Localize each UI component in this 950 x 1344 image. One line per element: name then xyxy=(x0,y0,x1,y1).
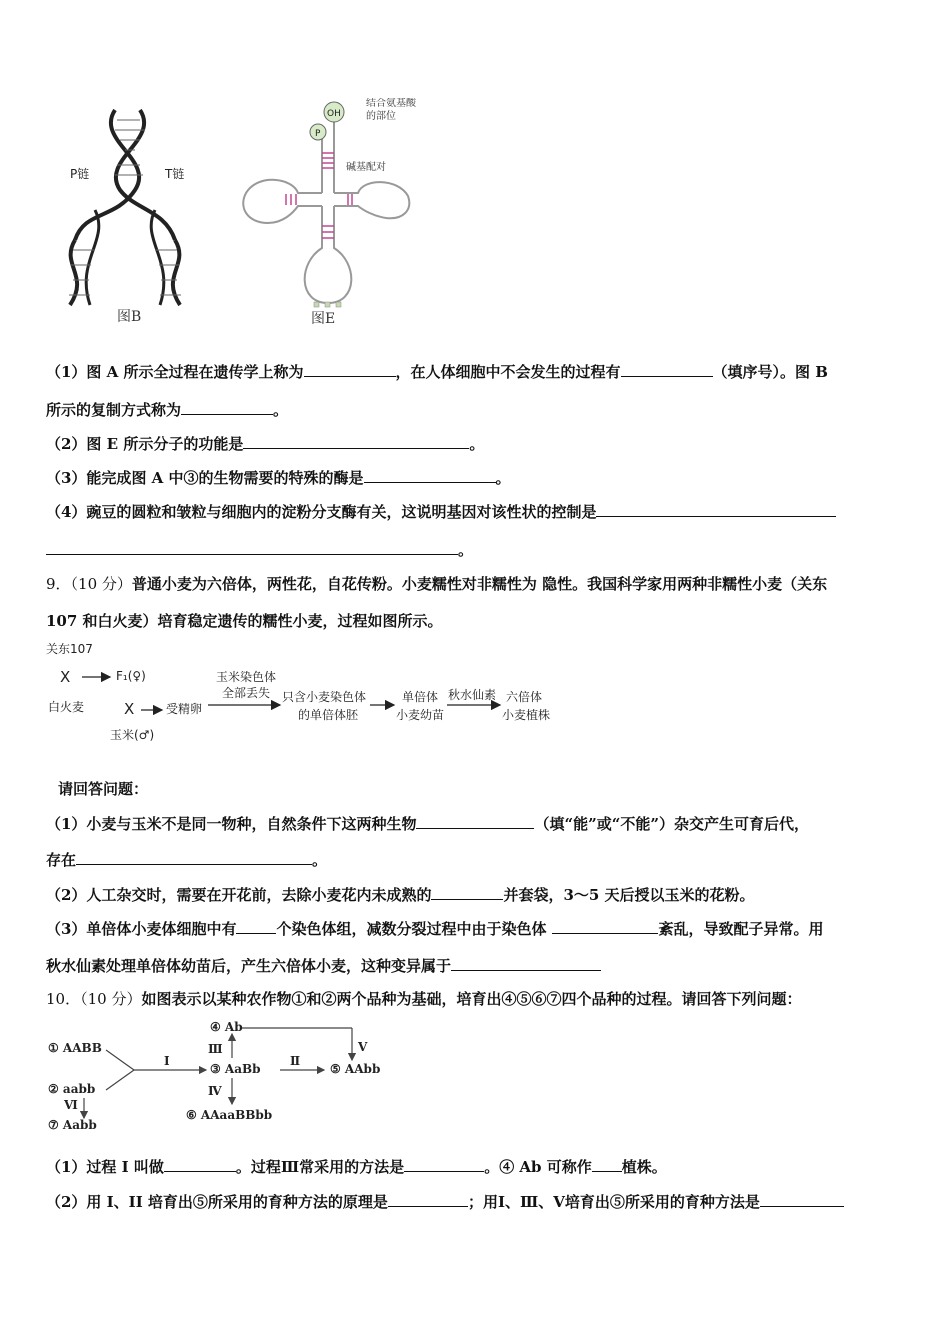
q8-p2b: 。 xyxy=(469,435,485,453)
q10-blank-1[interactable] xyxy=(164,1155,236,1172)
flow-guandong: 关东107 xyxy=(46,642,93,656)
step-3: Ⅲ xyxy=(208,1042,223,1056)
q10-p1c: 。④ Ab 可称作 xyxy=(484,1158,592,1176)
q9-p2a: （2）人工杂交时，需要在开花前，去除小麦花内未成熟的 xyxy=(46,886,432,904)
step-6: Ⅵ xyxy=(64,1098,78,1112)
q8-part4-line1 xyxy=(46,500,910,523)
q8-part1-line2 xyxy=(46,398,910,421)
q9-blank-6[interactable] xyxy=(451,954,601,971)
figure-b-caption: 图B xyxy=(117,309,142,325)
q9-p3c: 紊乱，导致配子异常。用 xyxy=(658,920,824,938)
p-label: P xyxy=(315,129,321,139)
p-chain-label: P链 xyxy=(70,167,90,181)
q9-part3-line1 xyxy=(46,917,910,940)
q9-blank-2[interactable] xyxy=(76,848,312,865)
q8-p1d: 所示的复制方式称为 xyxy=(46,401,182,419)
q10-part2 xyxy=(46,1190,910,1213)
flow-step1-a: 玉米染色体 xyxy=(216,670,277,684)
q9-ask-text: 请回答问题： xyxy=(58,780,149,798)
q8-p4a: （4）豌豆的圆粒和皱粒与细胞内的淀粉分支酶有关，这说明基因对该性状的控制是 xyxy=(46,503,597,521)
flow-cross-2: X xyxy=(124,700,135,718)
q9-intro-2: 107 和白火麦）培育稳定遗传的糯性小麦，过程如图所示。 xyxy=(46,612,443,630)
q8-part1-line1 xyxy=(46,360,910,383)
amino-site-label-2: 的部位 xyxy=(366,111,396,122)
q8-p3b: 。 xyxy=(495,469,511,487)
flow-fertilized: 受精卵 xyxy=(166,702,203,716)
q9-intro-line2 xyxy=(46,610,910,632)
q9-part3-line2 xyxy=(46,954,910,977)
q10-p1d: 植株。 xyxy=(621,1158,667,1176)
q9-part1-line1 xyxy=(46,812,910,835)
flow-seedling-b: 小麦幼苗 xyxy=(396,708,445,722)
q9-intro-1: 普通小麦为六倍体，两性花，自花传粉。小麦糯性对非糯性为 隐性。我国科学家用两种非糯性小麦（关东 xyxy=(131,575,828,593)
q8-p2a: （2）图 E 所示分子的功能是 xyxy=(46,435,244,453)
q8-blank-3[interactable] xyxy=(181,398,273,415)
q10-intro xyxy=(46,988,910,1010)
q9-p3d: 秋水仙素处理单倍体幼苗后，产生六倍体小麦，这种变异属于 xyxy=(46,957,452,975)
q8-blank-1[interactable] xyxy=(304,360,396,377)
step-5: Ⅴ xyxy=(358,1040,368,1054)
flow-cross-1: X xyxy=(60,668,71,686)
q8-p1a: （1）图 A 所示全过程在遗传学上称为 xyxy=(46,363,304,381)
q9-intro-line1 xyxy=(46,573,910,595)
base-pair-label: 碱基配对 xyxy=(346,162,386,173)
q8-part3 xyxy=(46,466,910,489)
flow-embryo-b: 的单倍体胚 xyxy=(298,708,359,722)
amino-site-label-1: 结合氨基酸 xyxy=(366,98,416,109)
q9-p1c: 存在 xyxy=(46,851,77,869)
q9-p2b: 并套袋，3～5 天后授以玉米的花粉。 xyxy=(503,886,755,904)
q10-p2a: （2）用 I、II 培育出⑤所采用的育种方法的原理是 xyxy=(46,1193,388,1211)
q9-blank-4[interactable] xyxy=(236,917,276,934)
q8-part4-line2 xyxy=(46,538,910,561)
q9-blank-1[interactable] xyxy=(416,812,534,829)
dna-helix-diagram xyxy=(55,100,205,315)
figure-e xyxy=(238,98,438,333)
q10-blank-2[interactable] xyxy=(404,1155,484,1172)
q9-p1d: 。 xyxy=(312,851,328,869)
q8-blank-5[interactable] xyxy=(364,466,496,483)
flow-f1: F₁(♀) xyxy=(116,669,146,683)
flow-step1-b: 全部丢失 xyxy=(222,686,271,700)
oh-label: OH xyxy=(327,109,341,119)
q8-part2 xyxy=(46,432,910,455)
q8-blank-7[interactable] xyxy=(46,538,458,555)
q8-blank-6[interactable] xyxy=(596,500,836,517)
q9-part2 xyxy=(46,883,910,906)
node-7: ⑦ Aabb xyxy=(48,1118,97,1132)
flow-corn: 玉米(♂) xyxy=(110,728,155,742)
q10-number: 10．（10 分） xyxy=(46,990,142,1008)
node-6: ⑥ AAaaBBbb xyxy=(186,1108,273,1122)
node-1: ① AABB xyxy=(48,1041,102,1055)
node-2: ② aabb xyxy=(48,1082,96,1096)
step-2: Ⅱ xyxy=(290,1054,301,1068)
q9-flow-diagram xyxy=(44,640,564,750)
q9-p3b: 个染色体组，减数分裂过程中由于染色体 xyxy=(276,920,547,938)
q9-number: 9．（10 分） xyxy=(46,575,132,593)
q10-breeding-diagram xyxy=(46,1018,406,1136)
q10-p1a: （1）过程 I 叫做 xyxy=(46,1158,164,1176)
node-3: ③ AaBb xyxy=(210,1062,261,1076)
flow-seedling-a: 单倍体 xyxy=(402,690,439,704)
q9-p1a: （1）小麦与玉米不是同一物种，自然条件下这两种生物 xyxy=(46,815,417,833)
t-chain-label: T链 xyxy=(165,167,185,181)
q10-blank-5[interactable] xyxy=(760,1190,844,1207)
flow-embryo-a: 只含小麦染色体 xyxy=(282,690,367,704)
q10-p2b: ；用Ⅰ、Ⅲ、Ⅴ培育出⑤所采用的育种方法是 xyxy=(467,1193,760,1211)
q9-part1-line2 xyxy=(46,848,910,871)
q9-blank-3[interactable] xyxy=(431,883,503,900)
node-5: ⑤ AAbb xyxy=(330,1062,381,1076)
q9-ask xyxy=(58,778,910,800)
q10-blank-3[interactable] xyxy=(592,1155,622,1172)
figure-e-caption: 图E xyxy=(311,311,336,327)
node-4: ④ Ab xyxy=(210,1020,243,1034)
q8-blank-2[interactable] xyxy=(621,360,713,377)
q8-p1b: ，在人体细胞中不会发生的过程有 xyxy=(395,363,621,381)
q8-blank-4[interactable] xyxy=(243,432,469,449)
q8-p3a: （3）能完成图 A 中③的生物需要的特殊的酶是 xyxy=(46,469,364,487)
q8-p1e: 。 xyxy=(273,401,289,419)
q9-p1b: （填“能”或“不能”）杂交产生可育后代， xyxy=(534,815,809,833)
trna-diagram xyxy=(238,98,438,310)
flow-plant-a: 六倍体 xyxy=(506,690,543,704)
flow-baihuomai: 白火麦 xyxy=(48,700,85,714)
q10-part1 xyxy=(46,1155,910,1178)
figure-b xyxy=(55,100,205,330)
q9-p3a: （3）单倍体小麦体细胞中有 xyxy=(46,920,237,938)
q10-intro-text: 如图表示以某种农作物①和②两个品种为基础，培育出④⑤⑥⑦四个品种的过程。请回答下列问题： xyxy=(141,990,802,1008)
q8-p1c: （填序号）。图 B xyxy=(712,363,828,381)
q8-p4b: 。 xyxy=(458,541,474,559)
step-1: Ⅰ xyxy=(164,1054,170,1068)
q9-blank-5[interactable] xyxy=(552,917,658,934)
q10-p1b: 。过程Ⅲ常采用的方法是 xyxy=(235,1158,405,1176)
q10-blank-4[interactable] xyxy=(388,1190,468,1207)
step-4: Ⅳ xyxy=(208,1084,222,1098)
flow-colchicine: 秋水仙素 xyxy=(448,688,497,702)
flow-plant-b: 小麦植株 xyxy=(502,708,551,722)
